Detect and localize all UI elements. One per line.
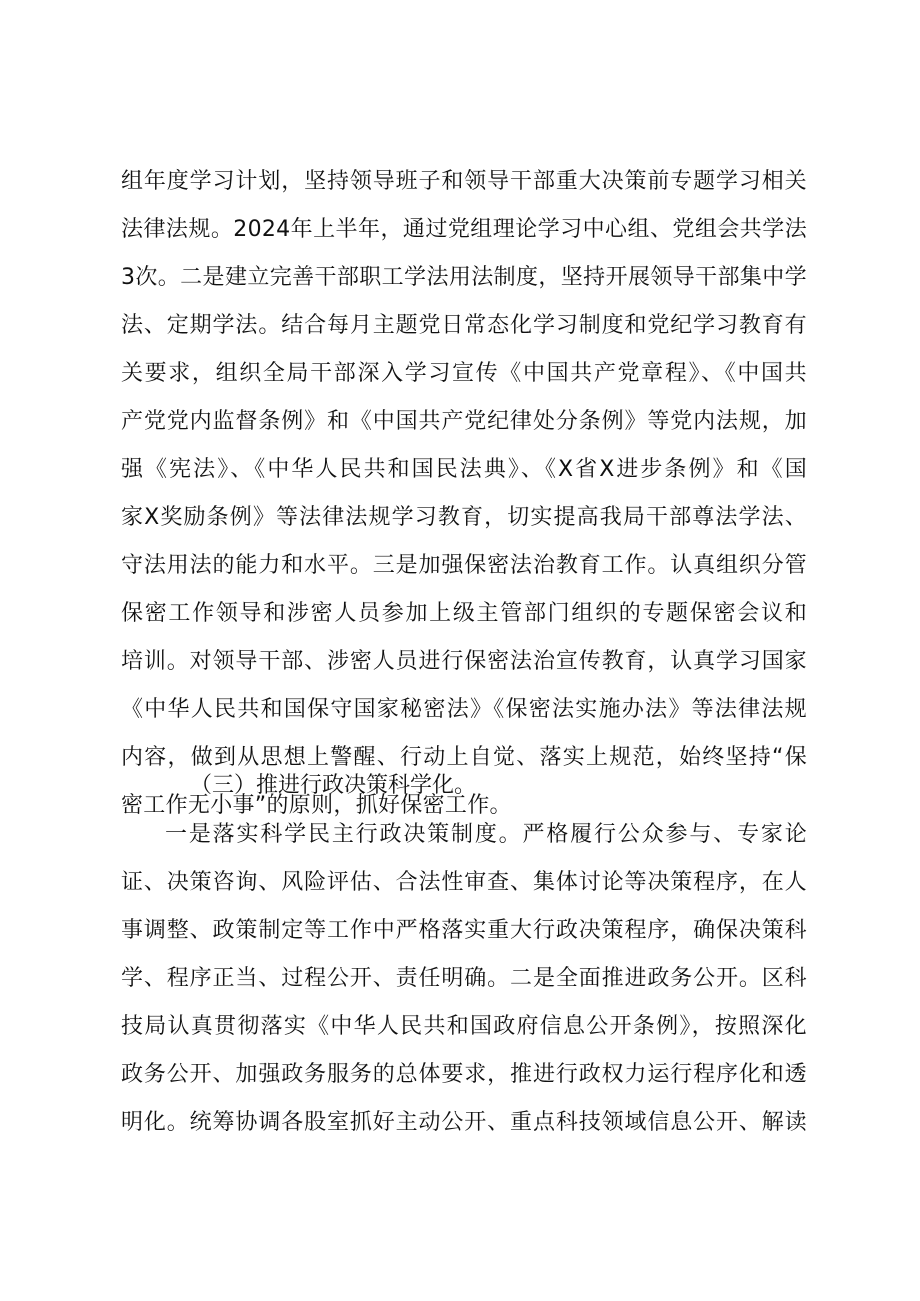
section-heading: （三）推进行政决策科学化。 xyxy=(190,773,477,798)
paragraph-line: 强《宪法》、《中华人民共和国民法典》、《X省X进步条例》和《国 xyxy=(121,457,807,482)
paragraph-line: 明化。统筹协调各股室抓好主动公开、重点科技领域信息公开、解读 xyxy=(121,1110,807,1135)
paragraph-line: 政务公开、加强政务服务的总体要求，推进行政权力运行程序化和透 xyxy=(121,1062,807,1087)
paragraph-line: 关要求，组织全局干部深入学习宣传《中国共产党章程》、《中国共 xyxy=(121,361,807,386)
paragraph-line: 3次。二是建立完善干部职工学法用法制度，坚持开展领导干部集中学 xyxy=(121,265,807,290)
paragraph-line: 保密工作领导和涉密人员参加上级主管部门组织的专题保密会议和 xyxy=(121,601,807,626)
paragraph-line: 家X奖励条例》等法律法规学习教育，切实提高我局干部尊法学法、 xyxy=(121,505,807,530)
paragraph-line: 技局认真贯彻落实《中华人民共和国政府信息公开条例》，按照深化 xyxy=(121,1014,807,1039)
paragraph-line: 密工作无小事”的原则，抓好保密工作。 xyxy=(121,793,512,818)
paragraph-line: 守法用法的能力和水平。三是加强保密法治教育工作。认真组织分管 xyxy=(121,553,807,578)
paragraph-line: 法、定期学法。结合每月主题党日常态化学习制度和党纪学习教育有 xyxy=(121,313,807,338)
paragraph-line: 法律法规。2024年上半年，通过党组理论学习中心组、党组会共学法 xyxy=(121,217,807,242)
paragraph-line: 证、决策咨询、风险评估、合法性审查、集体讨论等决策程序，在人 xyxy=(121,870,807,895)
paragraph-line: 一是落实科学民主行政决策制度。严格履行公众参与、专家论 xyxy=(165,822,807,847)
paragraph-line: 《中华人民共和国保守国家秘密法》《保密法实施办法》等法律法规 xyxy=(121,697,807,722)
paragraph-line: 学、程序正当、过程公开、责任明确。二是全面推进政务公开。区科 xyxy=(121,966,807,991)
paragraph-line: 组年度学习计划，坚持领导班子和领导干部重大决策前专题学习相关 xyxy=(121,169,807,194)
paragraph-line: 事调整、政策制定等工作中严格落实重大行政决策程序，确保决策科 xyxy=(121,918,807,943)
paragraph-line: 内容，做到从思想上警醒、行动上自觉、落实上规范，始终坚持“保 xyxy=(121,745,807,770)
paragraph-line: 培训。对领导干部、涉密人员进行保密法治宣传教育，认真学习国家 xyxy=(121,649,807,674)
paragraph-line: 产党党内监督条例》和《中国共产党纪律处分条例》等党内法规，加 xyxy=(121,409,807,434)
